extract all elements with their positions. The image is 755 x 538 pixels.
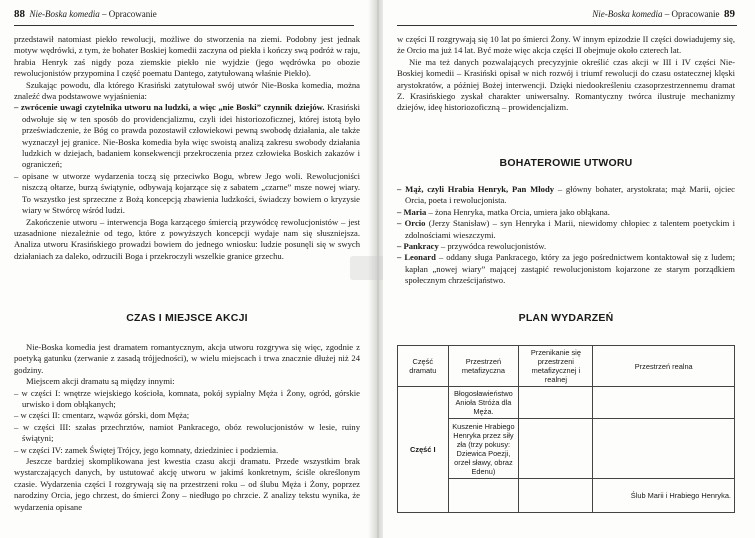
left-page (0, 0, 372, 538)
right-page (383, 0, 755, 538)
section-title: – Opracowanie (101, 9, 157, 19)
table-cell (519, 387, 593, 419)
hero-name: – Mąż, czyli Hrabia Henryk, Pan Młody (397, 184, 555, 194)
left-body-top (14, 34, 360, 262)
left-running-header (14, 8, 157, 20)
header-rule (397, 25, 737, 26)
hero-item (397, 184, 735, 207)
events-table (397, 345, 735, 513)
header-rule (14, 25, 354, 26)
list-item: – w części IV: zamek Świętej Trójcy, jego komnaty, dziedziniec i podziemia. (14, 444, 279, 455)
hero-desc: – główny bohater, arystokrata; mąż Marii, ojciec Orcia, poeta i rewolucjonista. (405, 184, 735, 206)
bold-phrase: – zwrócenie uwagi czytelnika utworu na ludzki, a więc „nie Boski” czynnik dziejów. (14, 102, 325, 113)
hero-name: – Pankracy (397, 241, 439, 252)
hero-desc: (Jerzy Stanisław) – syn Henryka i Marii, niewidomy chłopiec z talentem poetyckim i zdolnościami wieszczymi. (405, 218, 735, 240)
paragraph: Szukając powodu, dla którego Krasiński zatytułował swój utwór Nie-Boska komedia, można znaleźć dwa podstawowe wyjaśnienia: (14, 79, 360, 102)
section-heading (397, 157, 735, 169)
column-header: Przestrzeń metafizyczna (448, 346, 519, 387)
right-body-top (397, 34, 735, 114)
list-item: – w części III: szałas przechrztów, namiot Pankracego, obóz rewolucjonistów w lesie, ruiny świątyni; (14, 421, 360, 444)
table-row (398, 387, 735, 419)
hero-item (397, 241, 735, 252)
section-title: – Opracowanie (664, 9, 720, 19)
hero-name: – Orcio (397, 218, 426, 229)
paragraph: przedstawił natomiast piekło rewolucji, możliwe do stworzenia na ziemi. Podobny jest jednak motyw wędrówki, z tym, że bohater Boskiej komedii zaczyna od piekła i kończy swą podróż w raju, hrabia Henryk zaś nigdy poza ziemskie piekło nie wyjdzie (jego wędrówka po obozie rewolucjonistów przypomina I część poematu Dantego, zatytułowaną właśnie Piekło). (14, 34, 360, 79)
column-header: Część dramatu (398, 346, 449, 387)
table-header-row (398, 346, 735, 387)
hero-name: – Maria (397, 206, 427, 217)
book-title: Nie-Boska komedia (592, 9, 663, 19)
heading-text: CZAS I MIEJSCE AKCJI (126, 312, 248, 324)
hero-desc: – oddany sługa Pankracego, który za jego pośrednictwem kontaktował się z ludem; kapłan „nowej wiary” mającej zastąpić rewolucjonistom kojarzone ze starym porządkiem społecznym chrześcijaństwo. (405, 252, 735, 286)
paragraph: Zakończenie utworu – interwencja Boga karzącego śmiercią przywódcę rewolucjonistów – jest uzasadnione niezależnie od tego, które z powyższych koncepcji wydaje nam się słuszniejsza. Analiza utworu Krasińskiego prowadzi bowiem do jednego wniosku: ludzie posunęli się w swych działaniach za daleko, odrzucili Boga i przekroczyli wszelkie granice grzechu. (14, 216, 360, 261)
heading-text: PLAN WYDARZEŃ (518, 312, 614, 324)
paragraph: Miejscem akcji dramatu są między innymi: (26, 376, 175, 387)
left-body-bottom (14, 342, 360, 513)
book-title: Nie-Boska komedia (29, 9, 100, 19)
hero-desc: – żona Henryka, matka Orcia, umiera jako obłąkana. (426, 206, 610, 217)
paragraph: Nie ma też danych pozwalających precyzyjnie określić czas akcji w III i IV części Nie-Boskiej komedii – Krasiński opisał w nich rozwój i triumf rewolucji do czasu ostatecznej klęski arystokratów, a później Bożej interwencji. Dzięki niedookreśleniu czasoprzestrzennemu dramat Z. Krasińskiego zyskał charakter uniwersalny. Romantyczny twórca ilustruje mechanizmy dziejów, ideę historiozoficzną – prowidencjalizm. (397, 56, 735, 113)
table-cell (448, 479, 519, 513)
right-running-header (592, 8, 735, 20)
table-cell: Błogosławieństwo Anioła Stróża dla Męża. (448, 387, 519, 419)
list-item: – opisane w utworze wydarzenia toczą się przeciwko Bogu, wbrew Jego woli. Rewolucjoniści niszczą ołtarze, burzą świątynie, odbywają kojarzące się z sabatem „czarne” msze nowej wiary. To wszystko jest sprzeczne z Bożą koncepcją zbawienia ludzkości, świadczy bowiem o kryzysie wiary w Stwórcę wśród ludzi. (14, 170, 360, 216)
page-number: 89 (724, 8, 735, 20)
section-heading (14, 312, 360, 324)
page-number: 88 (14, 8, 25, 20)
table-cell: Ślub Marii i Hrabiego Henryka. (593, 479, 735, 513)
list-item-text: Krasiński odwołuje się w ten sposób do providencjalizmu, czyli idei historiozoficznej, której istotą było przeświadczenie, że Bóg co prawda pozostawił człowiekowi pewną swobodę działania, ale także wyznaczył jej granice. Nie-Boska komedia była więc swoistą analizą zakresu swobody działania ludzkich w dziejach, badaniem konsekwencji przekroczenia przez człowieka Boskich zakazów i ograniczeń; (22, 102, 361, 170)
paragraph: w części II rozgrywają się 10 lat po śmierci Żony. W innym epizodzie II części dowiadujemy się, że Orcio ma już 14 lat. Być może więc akcja części II obejmuje około czterech lat. (397, 34, 735, 56)
table-row (398, 419, 735, 479)
hero-name: – Leonard (397, 252, 436, 263)
paragraph: Jeszcze bardziej skomplikowana jest kwestia czasu akcji dramatu. Przede wszystkim brak wystarczających danych, by ustutować akcję utworu w jakimś konkretnym, ściśle określonym czasie. Wydarzenia części I rozgrywają się na przestrzeni roku – od ślubu Męża i Żony, poprzez narodziny Orcia, jego chrzest, do śmierci Żony – niedługo po chrzcie. Z analizy tekstu wynika, że wydarzenia opisane (14, 456, 360, 512)
heroes-list (397, 184, 735, 287)
table-cell (593, 419, 735, 479)
table-row (398, 479, 735, 513)
table-cell (593, 387, 735, 419)
hero-item (397, 207, 735, 218)
hero-item (397, 252, 735, 286)
column-header: Przenikanie się przestrzeni metafizycznej i realnej (519, 346, 593, 387)
hero-desc: – przywódca rewolucjonistów. (438, 241, 547, 252)
table-cell (519, 479, 593, 513)
table-cell: Kuszenie Hrabiego Henryka przez siły zła (trzy pokusy: Dziewica Poezji, orzeł sławy, obraz Edenu) (448, 419, 519, 479)
paragraph: Nie-Boska komedia jest dramatem romantycznym, akcja utworu rozgrywa się więc, zgodnie z poetyką gatunku (zerwanie z zasadą trójjedności), w wielu miejscach i trwa znacznie dłużej niż 24 godziny. (14, 342, 360, 375)
table-cell: Część I (398, 387, 449, 513)
heading-text: BOHATEROWIE UTWORU (499, 157, 633, 169)
section-heading (397, 312, 735, 324)
list-item: – w części II: cmentarz, wąwóz górski, dom Męża; (14, 410, 190, 421)
column-header: Przestrzeń realna (593, 346, 735, 387)
list-item (14, 102, 360, 170)
table-cell (519, 419, 593, 479)
hero-item (397, 218, 735, 241)
list-item: – w części I: wnętrze wiejskiego kościoła, komnata, pokój sypialny Męża i Żony, ogród, górskie urwisko i dom obłąkanych; (14, 387, 360, 410)
